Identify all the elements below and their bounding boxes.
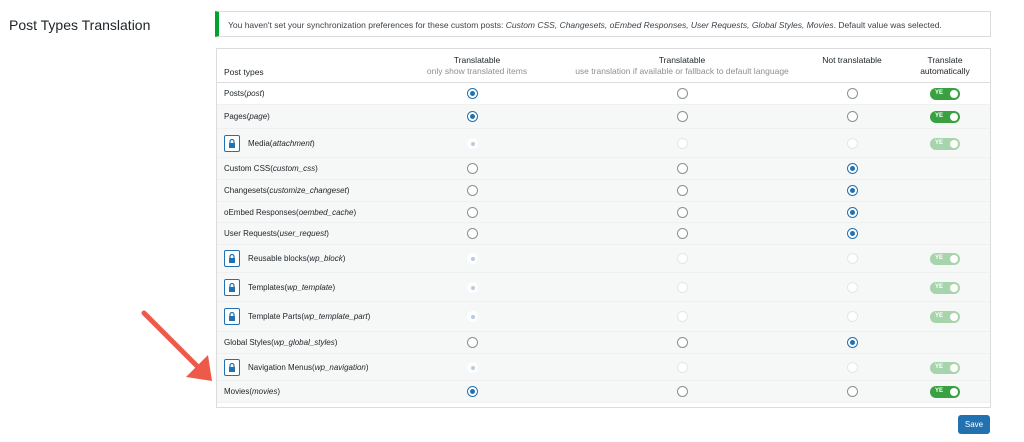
- post-type-name: Template Parts: [248, 312, 302, 321]
- mode-radio-3: [847, 362, 858, 373]
- red-arrow-annotation: [136, 305, 216, 385]
- post-type-slug: oembed_cache: [298, 207, 354, 217]
- toggle-knob: [950, 113, 958, 121]
- mode-radio-1: [467, 362, 478, 373]
- mode-radio-2[interactable]: [677, 386, 688, 397]
- mode-radio-3: [847, 282, 858, 293]
- post-type-slug: customize_changeset: [269, 186, 347, 195]
- header-not-translatable: Not translatable: [822, 55, 882, 65]
- notice-posts: Custom CSS, Changesets, oEmbed Responses, User Requests, Global Styles, Movies: [505, 20, 834, 30]
- mode-radio-3[interactable]: [847, 337, 858, 348]
- table-row: [217, 354, 990, 381]
- translate-automatically-toggle: [930, 253, 960, 265]
- header-col1-title: Translatable: [453, 55, 501, 65]
- header-col1-sub: only show translated items: [426, 66, 528, 76]
- notice-prefix: You haven't set your synchronization preferences for these custom posts:: [228, 20, 506, 30]
- mode-radio-2: [677, 311, 688, 322]
- translate-automatically-toggle: [930, 362, 960, 374]
- mode-radio-3: [847, 138, 858, 149]
- translate-automatically-toggle: [930, 282, 960, 294]
- mode-radio-2: [677, 362, 688, 373]
- post-type-slug: custom_css: [272, 164, 316, 173]
- mode-radio-2[interactable]: [677, 185, 688, 196]
- post-type-slug: wp_template_part: [304, 312, 368, 321]
- post-type-slug: attachment: [272, 138, 313, 148]
- mode-radio-3: [847, 311, 858, 322]
- header-post-types: Post types: [224, 67, 264, 77]
- mode-radio-1[interactable]: [467, 88, 478, 99]
- toggle-knob: [950, 364, 958, 372]
- post-type-slug: wp_navigation: [314, 362, 366, 372]
- post-type-name: Navigation Menus: [248, 362, 313, 372]
- table-row: [217, 245, 990, 273]
- post-type-label: Custom CSS ( custom_css ): [224, 164, 318, 173]
- post-types-table: [216, 48, 991, 408]
- mode-radio-1[interactable]: [467, 111, 478, 122]
- table-row: [217, 381, 990, 403]
- header-col2-title: Translatable: [658, 55, 706, 65]
- mode-radio-2[interactable]: [677, 111, 688, 122]
- mode-radio-2: [677, 253, 688, 264]
- post-type-label: Changesets ( customize_changeset ): [224, 186, 350, 195]
- table-row: [217, 273, 990, 302]
- table-row: [217, 129, 990, 158]
- mode-radio-1[interactable]: [467, 228, 478, 239]
- toggle-label: YE: [935, 388, 944, 394]
- mode-radio-3[interactable]: [847, 88, 858, 99]
- mode-radio-2[interactable]: [677, 163, 688, 174]
- post-type-label: Pages ( page ): [224, 112, 270, 121]
- lock-icon[interactable]: [224, 308, 240, 325]
- post-type-label: Templates ( wp_template ): [224, 273, 335, 301]
- post-type-slug: wp_block: [309, 254, 343, 263]
- header-translate-automatically: Translate automatically: [920, 55, 970, 76]
- mode-radio-3[interactable]: [847, 386, 858, 397]
- translate-automatically-toggle[interactable]: [930, 111, 960, 123]
- mode-radio-1[interactable]: [467, 163, 478, 174]
- translate-automatically-toggle[interactable]: [930, 88, 960, 100]
- post-type-name: Posts: [224, 89, 245, 98]
- mode-radio-3[interactable]: [847, 185, 858, 196]
- toggle-knob: [950, 90, 958, 98]
- sync-notice: [215, 11, 991, 37]
- post-type-label: Movies ( movies ): [224, 387, 281, 396]
- translate-automatically-toggle: [930, 138, 960, 150]
- table-header: [217, 49, 990, 83]
- post-type-label: Media ( attachment ): [224, 129, 315, 157]
- post-type-label: Navigation Menus ( wp_navigation ): [224, 354, 369, 380]
- post-type-name: Media: [248, 138, 270, 148]
- mode-radio-1[interactable]: [467, 207, 478, 218]
- lock-icon[interactable]: [224, 359, 240, 376]
- table-row: [217, 202, 990, 223]
- post-type-slug: post: [246, 89, 262, 98]
- mode-radio-1[interactable]: [467, 185, 478, 196]
- mode-radio-1[interactable]: [467, 337, 478, 348]
- toggle-label: YE: [935, 313, 944, 319]
- toggle-label: YE: [935, 113, 944, 119]
- toggle-label: YE: [935, 284, 944, 290]
- post-type-slug: movies: [252, 387, 278, 396]
- mode-radio-2: [677, 138, 688, 149]
- table-row: [217, 158, 990, 180]
- post-type-name: Pages: [224, 112, 247, 121]
- header-translatable-only: [407, 55, 547, 77]
- mode-radio-2[interactable]: [677, 88, 688, 99]
- mode-radio-1: [467, 311, 478, 322]
- post-type-name: Movies: [224, 387, 250, 396]
- post-type-slug: user_request: [279, 229, 327, 238]
- post-type-name: Reusable blocks: [248, 254, 307, 263]
- post-type-name: User Requests: [224, 229, 277, 238]
- mode-radio-3[interactable]: [847, 228, 858, 239]
- post-type-slug: wp_template: [287, 282, 333, 292]
- toggle-label: YE: [935, 140, 944, 146]
- translate-automatically-toggle: [930, 311, 960, 323]
- section-title: Post Types Translation: [9, 17, 151, 33]
- mode-radio-3[interactable]: [847, 163, 858, 174]
- mode-radio-1[interactable]: [467, 386, 478, 397]
- table-row: [217, 302, 990, 332]
- toggle-label: YE: [935, 364, 944, 370]
- toggle-knob: [950, 140, 958, 148]
- toggle-label: YE: [935, 255, 944, 261]
- table-row: [217, 105, 990, 129]
- post-type-label: User Requests ( user_request ): [224, 229, 329, 238]
- mode-radio-3[interactable]: [847, 111, 858, 122]
- mode-radio-2[interactable]: [677, 207, 688, 218]
- post-type-name: Changesets: [224, 186, 267, 195]
- lock-icon[interactable]: [224, 250, 240, 267]
- post-type-name: Global Styles: [224, 338, 272, 347]
- post-type-slug: wp_global_styles: [273, 338, 335, 347]
- post-type-label: Global Styles ( wp_global_styles ): [224, 338, 338, 347]
- mode-radio-1: [467, 138, 478, 149]
- post-type-name: Custom CSS: [224, 164, 271, 173]
- post-type-label: Reusable blocks ( wp_block ): [224, 245, 345, 272]
- post-type-label: Posts ( post ): [224, 89, 265, 98]
- mode-radio-2[interactable]: [677, 228, 688, 239]
- post-type-label: oEmbed Responses ( oembed_cache ): [224, 207, 357, 217]
- header-translatable-fallback: [557, 55, 807, 77]
- toggle-knob: [950, 388, 958, 396]
- post-type-name: oEmbed Responses: [224, 207, 297, 217]
- mode-radio-2: [677, 282, 688, 293]
- save-button[interactable]: Save: [958, 415, 990, 434]
- toggle-knob: [950, 284, 958, 292]
- post-type-label: Template Parts ( wp_template_part ): [224, 302, 370, 331]
- table-row: [217, 83, 990, 105]
- table-row: [217, 332, 990, 354]
- post-type-slug: page: [249, 112, 268, 121]
- mode-radio-1: [467, 253, 478, 264]
- lock-icon[interactable]: [224, 279, 240, 296]
- table-row: [217, 223, 990, 245]
- notice-suffix: . Default value was selected.: [833, 20, 942, 30]
- header-col2-sub: use translation if available or fallback to default language: [575, 66, 789, 76]
- mode-radio-2[interactable]: [677, 337, 688, 348]
- mode-radio-3[interactable]: [847, 207, 858, 218]
- mode-radio-3: [847, 253, 858, 264]
- lock-icon[interactable]: [224, 135, 240, 152]
- toggle-label: YE: [935, 90, 944, 96]
- mode-radio-1: [467, 282, 478, 293]
- table-row: [217, 180, 990, 202]
- toggle-knob: [950, 313, 958, 321]
- translate-automatically-toggle[interactable]: [930, 386, 960, 398]
- post-type-name: Templates: [248, 282, 285, 292]
- toggle-knob: [950, 255, 958, 263]
